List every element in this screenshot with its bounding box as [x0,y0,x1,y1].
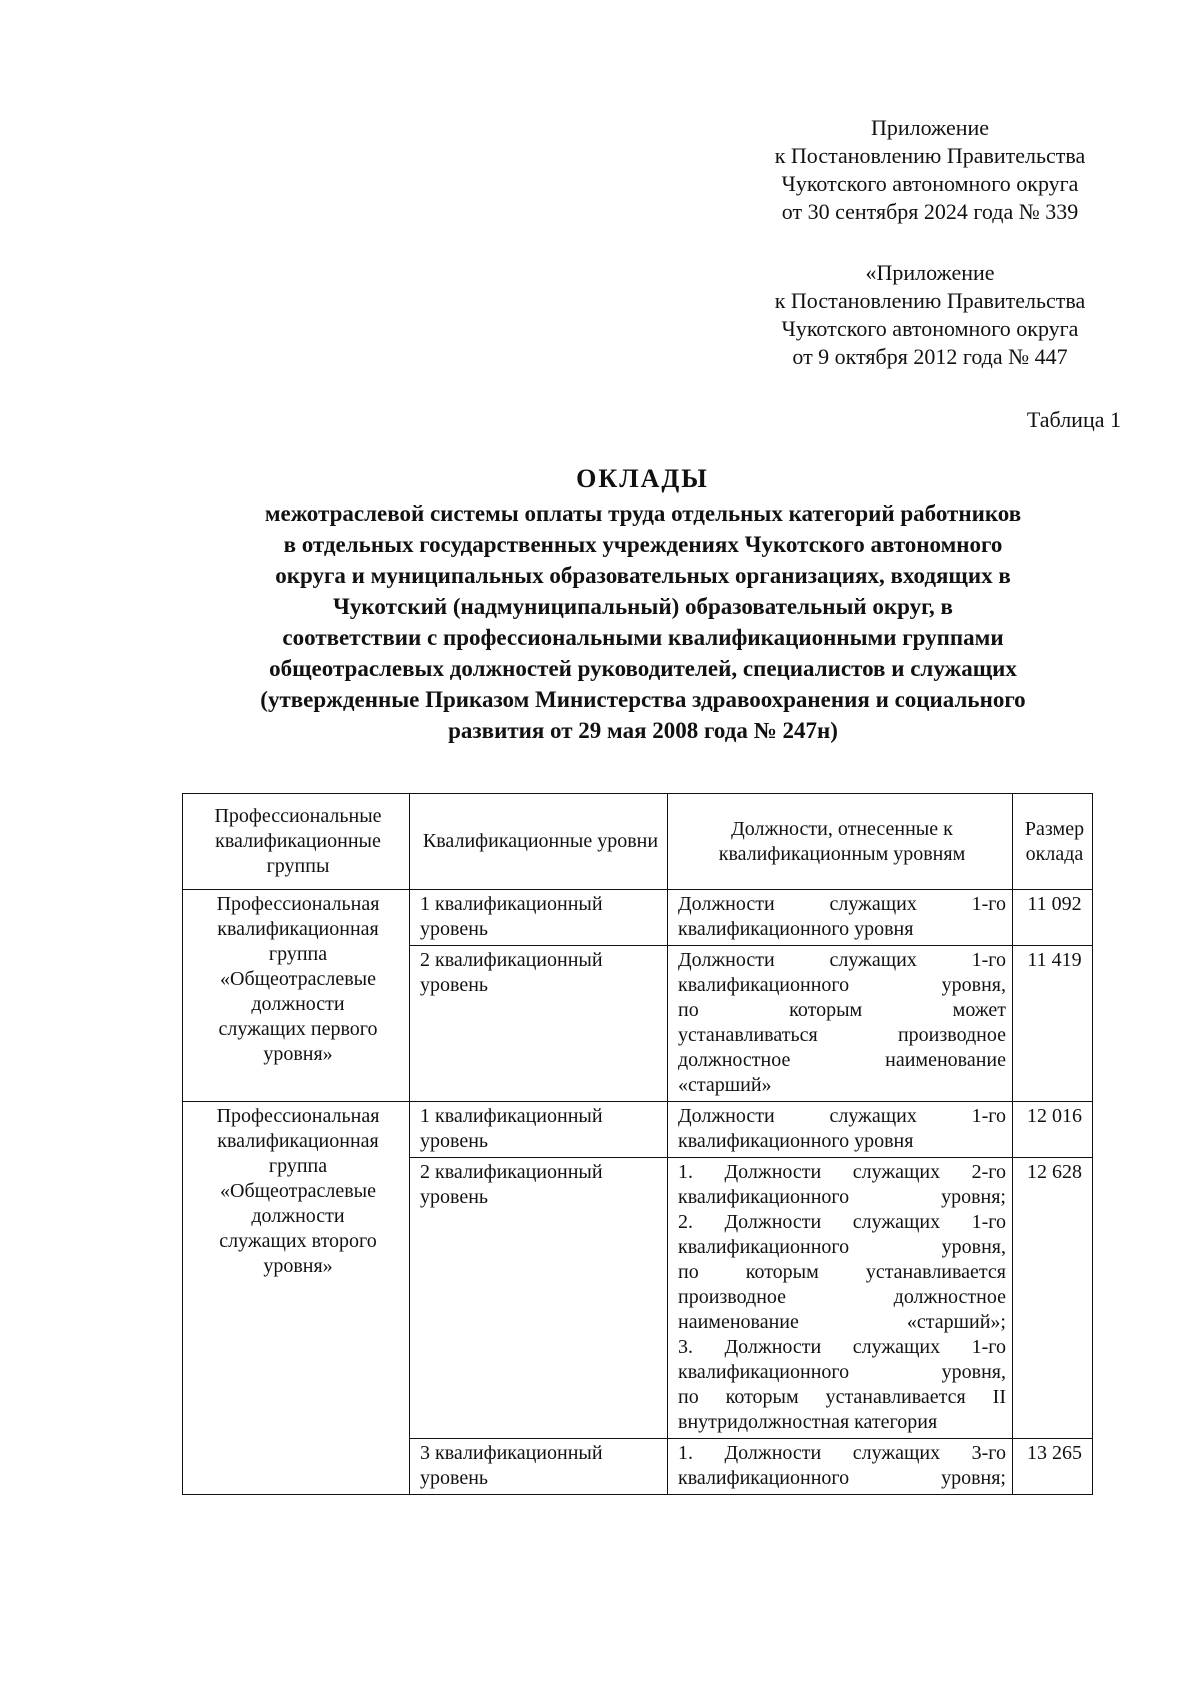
group-name-line: группа [268,1155,328,1177]
subtitle-line: соответствии с профессиональными квалификационными группами [282,625,1004,650]
header-levels: Квалификационные уровни [410,794,668,890]
positions-line: 3. Должности служащих 1-го [678,1336,1006,1358]
positions-line: 1. Должности служащих 3-го [678,1442,1006,1464]
annex-current-line: от 30 сентября 2024 года № 339 [781,199,1079,224]
table-header-row [183,794,1093,890]
positions-line: квалификационного уровня; [678,1467,1006,1489]
positions-line: квалификационного уровня; [678,1186,1006,1208]
annex-current-line: к Постановлению Правительства [774,143,1086,168]
group-name-line: квалификационная [217,1130,379,1152]
subtitle-line: в отдельных государственных учреждениях Чукотского автономного [283,532,1003,557]
group-name-line: уровня» [263,1043,333,1065]
group-name-line: группа [268,943,328,965]
positions-line: Должности служащих 1-го [678,1105,1006,1127]
group-name-line: служащих первого [218,1018,378,1040]
group-name-line: уровня» [263,1255,333,1277]
document-subtitle [168,498,1118,746]
positions-line: квалификационного уровня, [678,1236,1006,1258]
salary-table [182,793,1093,1495]
table-row [183,890,1093,946]
positions-line: 2. Должности служащих 1-го [678,1211,1006,1233]
table-row [183,1102,1093,1158]
positions-line: Должности служащих 1-го [678,893,1006,915]
positions-line: квалификационного уровня, [678,974,1006,996]
salary-cell: 12 016 [1013,1102,1093,1158]
positions-line: производное должностное [678,1286,1006,1308]
positions-line: устанавливаться производное [678,1024,1006,1046]
level-cell: 2 квалификационный уровень [410,946,668,1102]
group-name-cell [183,1102,410,1495]
salary-cell: 13 265 [1013,1439,1093,1495]
positions-cell [668,946,1013,1102]
positions-line: 1. Должности служащих 2-го [678,1161,1006,1183]
level-cell: 3 квалификационный уровень [410,1439,668,1495]
level-cell: 1 квалификационный уровень [410,890,668,946]
salary-cell: 12 628 [1013,1158,1093,1439]
group-name-line: Профессиональная [216,1105,380,1127]
positions-line: по которым может [678,999,1006,1021]
annex-current-line: Приложение [870,115,990,140]
header-groups: Профессиональные квалификационные группы [183,794,410,890]
positions-line: по которым устанавливается II [678,1386,1006,1408]
group-name-line: «Общеотраслевые [220,968,376,990]
positions-line: внутридолжностная категория [678,1411,938,1433]
annex-original-line: Чукотского автономного округа [781,316,1079,341]
subtitle-line: общеотраслевых должностей руководителей, специалистов и служащих [269,656,1017,681]
salary-cell: 11 092 [1013,890,1093,946]
positions-line: квалификационного уровня, [678,1361,1006,1383]
positions-cell [668,890,1013,946]
group-name-line: должности [251,993,345,1015]
subtitle-line: Чукотский (надмуниципальный) образовательный округ, в [333,594,953,619]
level-cell: 2 квалификационный уровень [410,1158,668,1439]
subtitle-line: (утвержденные Приказом Министерства здравоохранения и социального [260,687,1026,712]
positions-line: должностное наименование [678,1049,1006,1071]
group-name-line: должности [251,1205,345,1227]
annex-current-line: Чукотского автономного округа [781,171,1079,196]
annex-original-line: к Постановлению Правительства [774,288,1086,313]
annex-current-block [720,114,1140,226]
positions-line: квалификационного уровня [678,918,914,940]
positions-line: квалификационного уровня [678,1130,914,1152]
group-name-line: служащих второго [219,1230,377,1252]
positions-cell [668,1102,1013,1158]
annex-original-line: «Приложение [865,260,995,285]
positions-line: по которым устанавливается [678,1261,1006,1283]
group-name-cell [183,890,410,1102]
group-name-line: «Общеотраслевые [220,1180,376,1202]
positions-line: наименование «старший»; [678,1311,1006,1333]
document-title: ОКЛАДЫ [576,464,709,493]
subtitle-line: межотраслевой системы оплаты труда отдельных категорий работников [264,501,1022,526]
positions-cell [668,1439,1013,1495]
annex-original-block [720,259,1140,371]
positions-line: Должности служащих 1-го [678,949,1006,971]
group-name-line: квалификационная [217,918,379,940]
table-number: Таблица 1 [1026,407,1121,432]
salary-cell: 11 419 [1013,946,1093,1102]
positions-line: «старший» [678,1074,772,1096]
header-salary: Размер оклада [1013,794,1093,890]
positions-cell [668,1158,1013,1439]
group-name-line: Профессиональная [216,893,380,915]
header-positions: Должности, отнесенные к квалификационным уровням [668,794,1013,890]
subtitle-line: развития от 29 мая 2008 года № 247н) [448,718,838,743]
level-cell: 1 квалификационный уровень [410,1102,668,1158]
annex-original-line: от 9 октября 2012 года № 447 [792,344,1068,369]
subtitle-line: округа и муниципальных образовательных организациях, входящих в [275,563,1011,588]
